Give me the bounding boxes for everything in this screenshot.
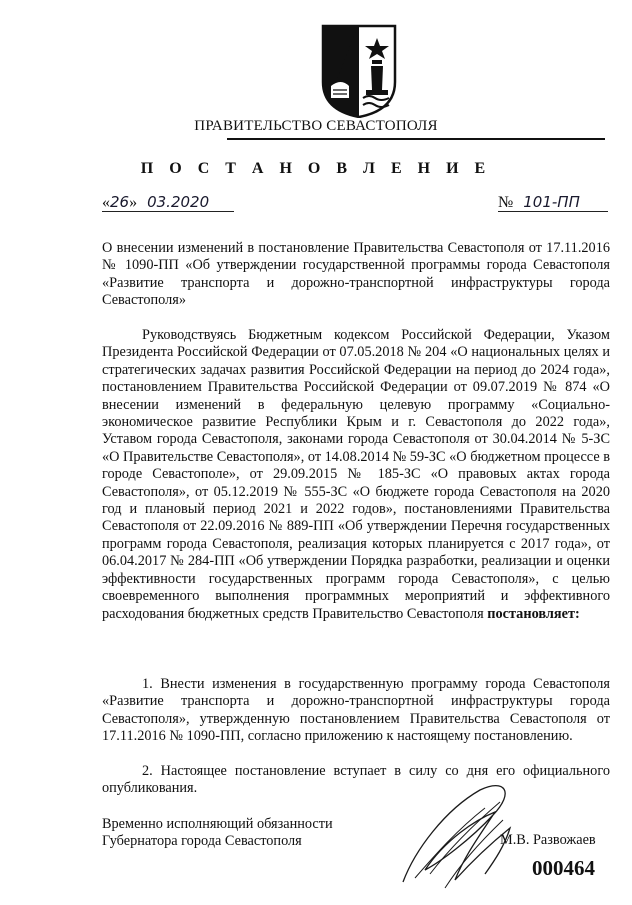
date-close-quote: »: [129, 194, 138, 211]
document-type: П О С Т А Н О В Л Е Н И Е: [140, 160, 492, 177]
resolves-colon: :: [575, 605, 580, 622]
signatory-position-line2: Губернатора города Севастополя: [102, 833, 302, 850]
document-date: [102, 193, 234, 212]
resolves-word: постановляет: [487, 605, 576, 622]
government-name: ПРАВИТЕЛЬСТВО СЕВАСТОПОЛЯ: [194, 118, 438, 134]
resolution-item-2: 2. Настоящее постановление вступает в силу со дня его официального опубликования.: [102, 763, 610, 797]
date-day: 26: [110, 193, 130, 211]
registration-number: 000464: [532, 856, 595, 880]
document-subject: О внесении изменений в постановление Правительства Севастополя от 17.11.2016 № 1090-ПП «Об утверждении государственной программы города Севастополя «Развитие транспорта и дорожно-транспортной инфраструктуры города Севастополя»: [102, 240, 610, 309]
preamble-text: Руководствуясь Бюджетным кодексом Российской Федерации, Указом Президента Российской Федерации от 07.05.2018 № 204 «О национальных целях и стратегических задачах развития Российской Федерации на период до 2024 года», постановлением Правительства Российской Федерации от 09.07.2019 № 874 «О внесении изменений в федеральную целевую программу «Социально-экономическое развитие Республики Крым и г. Севастополя до 2022 года», Уставом города Севастополя, законами города Севастополя от 30.04.2014 № 5-ЗС «О Правительстве Севастополя», от 14.08.2014 № 59-ЗС «О бюджетном процессе в городе Севастополе», от 29.09.2015 № 185-ЗС «О правовых актах города Севастополя», от 05.12.2019 № 555-ЗС «О бюджете города Севастополя на 2020 год и плановый период 2021 и 2022 годов», постановлениями Правительства Севастополя от 22.09.2016 № 889-ПП «Об утверждении Перечня государственных программ города Севастополя, реализация которых планируется с 2017 года», от 06.04.2017 № 284-ПП «Об утверждении Порядка разработки, реализации и оценки эффективности государственных программ города Севастополя», с целью своевременного выполнения программных мероприятий и эффективного расходования бюджетных средств Правительство Севастополя: [102, 327, 610, 622]
number-value: 101-ПП: [523, 193, 580, 211]
signatory-position: [102, 816, 382, 851]
signatory-position-line1: Временно исполняющий обязанности: [102, 816, 333, 832]
signatory-name: М.В. Развожаев: [500, 832, 596, 848]
preamble-paragraph: [102, 327, 610, 623]
document-number: [498, 193, 608, 212]
number-sign: №: [498, 194, 514, 211]
header-rule: [227, 138, 605, 140]
date-open-quote: «: [102, 194, 110, 211]
resolution-item-1: 1. Внести изменения в государственную программу города Севастополя «Развитие транспорта и дорожно-транспортной инфраструктуры города Севастополя», утвержденную постановлением Правительства Севастополя от 17.11.2016 № 1090-ПП, согласно приложению к настоящему постановлению.: [102, 676, 610, 745]
sevastopol-coat-of-arms-icon: [319, 20, 399, 118]
date-month-year: 03.2020: [147, 193, 210, 211]
